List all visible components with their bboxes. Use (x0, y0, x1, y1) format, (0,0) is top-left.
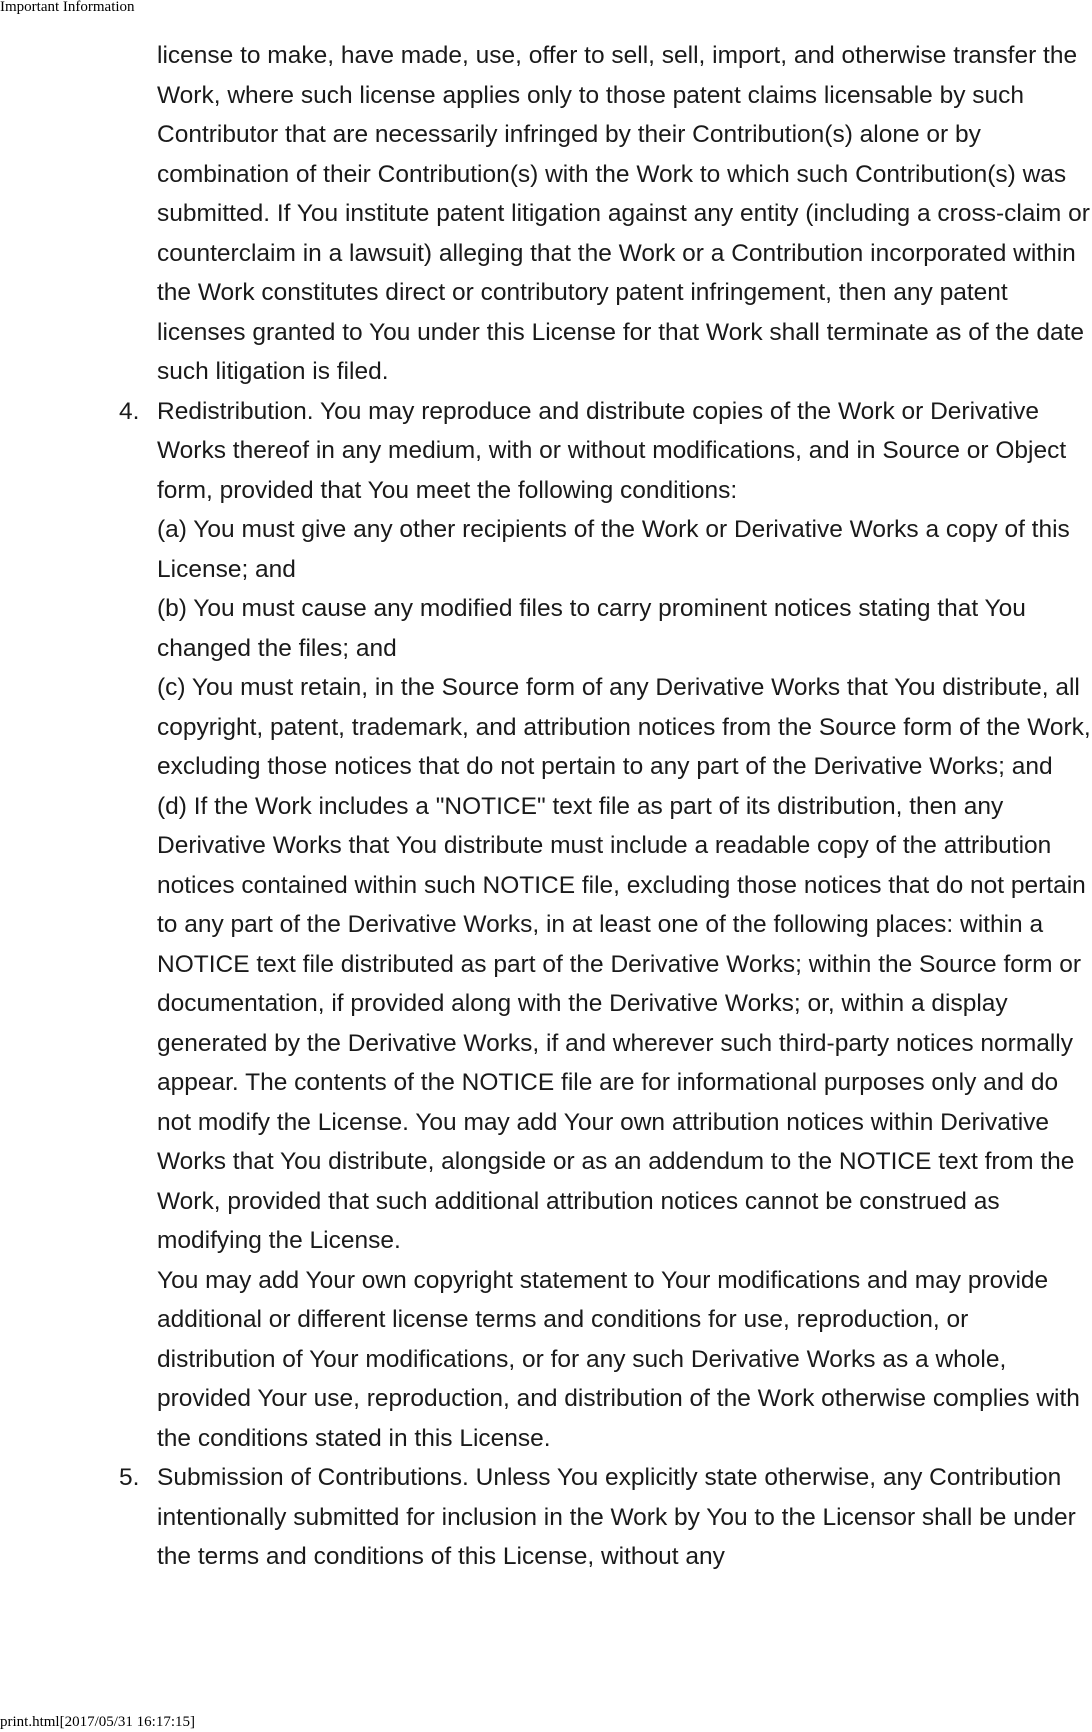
list-item-redistribution (119, 392, 1092, 1459)
item-paragraph: (d) If the Work includes a "NOTICE" text file as part of its distribution, then any Derivative Works that You distribute must include a readable copy of the attribution notices contained within such NOTICE file, excluding those notices that do not pertain to any part of the Derivative Works, in at least one of the following places: within a NOTICE text file distributed as part of the Derivative Works; within the Source form or documentation, if provided along with the Derivative Works; or, within a display generated by the Derivative Works, if and wherever such third-party notices normally appear. The contents of the NOTICE file are for informational purposes only and do not modify the License. You may add Your own attribution notices within Derivative Works that You distribute, alongside or as an addendum to the NOTICE text from the Work, provided that such additional attribution notices cannot be construed as modifying the License. (157, 792, 1086, 1254)
item-paragraph: Submission of Contributions. Unless You explicitly state otherwise, any Contribution intentionally submitted for inclusion in the Work by You to the Licensor shall be under the terms and conditions of this License, without any (157, 1464, 1076, 1570)
list-item-submission (119, 1458, 1092, 1577)
license-content (119, 36, 1092, 1577)
item-paragraph: (a) You must give any other recipients of the Work or Derivative Works a copy of this License; and (157, 516, 1070, 583)
item-number: 5. (119, 1464, 140, 1491)
continued-paragraph: license to make, have made, use, offer to sell, sell, import, and otherwise transfer the Work, where such license applies only to those patent claims licensable by such Contributor that are necessarily infringed by their Contribution(s) alone or by combination of their Contribution(s) with the Work to which such Contribution(s) was submitted. If You institute patent litigation against any entity (including a cross-claim or counterclaim in a lawsuit) alleging that the Work or a Contribution incorporated within the Work constitutes direct or contributory patent infringement, then any patent licenses granted to You under this License for that Work shall terminate as of the date such litigation is filed. (157, 42, 1090, 385)
item-paragraph: Redistribution. You may reproduce and distribute copies of the Work or Derivative Works thereof in any medium, with or without modifications, and in Source or Object form, provided that You meet the following conditions: (157, 397, 1067, 504)
print-footer-source: print.html[2017/05/31 16:17:15] (0, 1714, 195, 1730)
item-paragraph: You may add Your own copyright statement to Your modifications and may provide additional or different license terms and conditions for use, reproduction, or distribution of Your modifications, or for any such Derivative Works as a whole, provided Your use, reproduction, and distribution of the Work otherwise complies with the conditions stated in this License. (157, 1266, 1080, 1452)
print-header-title: Important Information (0, 0, 135, 15)
item-number: 4. (119, 397, 140, 425)
item-paragraph: (b) You must cause any modified files to carry prominent notices stating that You changed the files; and (157, 595, 1026, 662)
item-paragraph: (c) You must retain, in the Source form of any Derivative Works that You distribute, all copyright, patent, trademark, and attribution notices from the Source form of the Work, excluding those notices that do not pertain to any part of the Derivative Works; and (157, 674, 1091, 780)
